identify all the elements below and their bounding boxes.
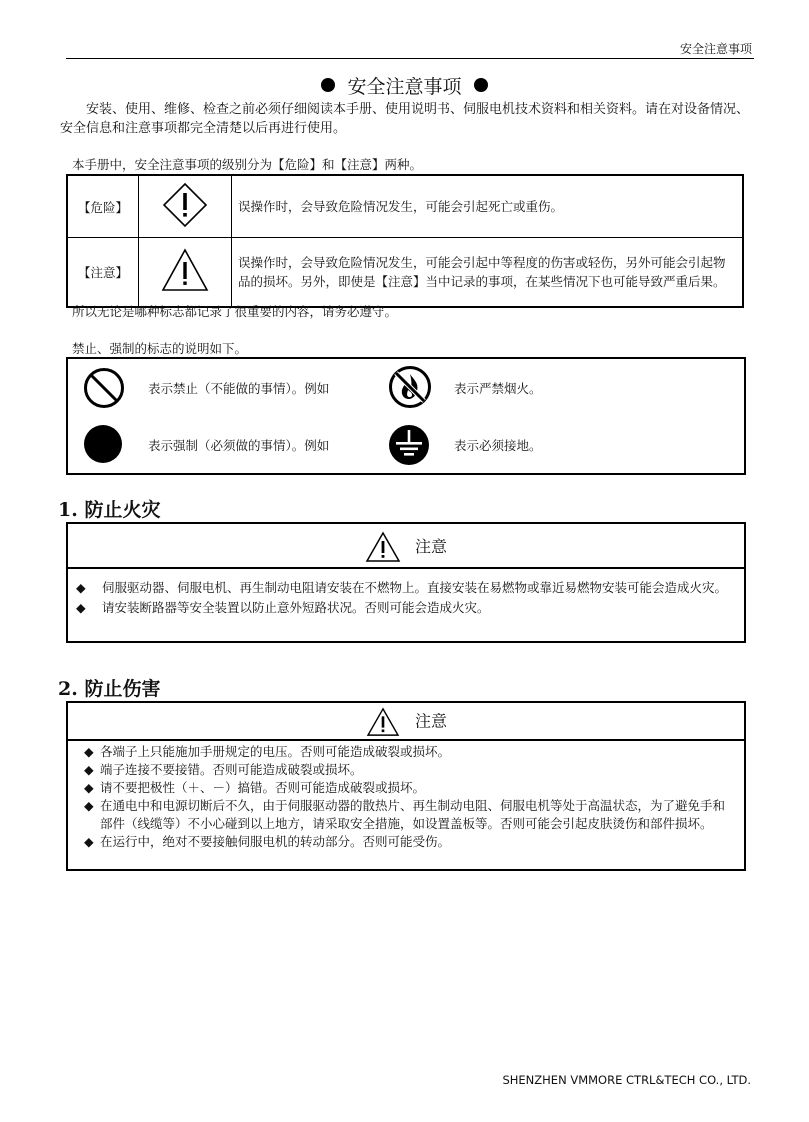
- bullet-diamond-icon: ◆: [84, 780, 94, 795]
- caution-header: [68, 524, 744, 569]
- levels-intro: 本手册中，安全注意事项的级别分为【危险】和【注意】两种。: [72, 157, 423, 172]
- level-description: 误操作时，会导致危险情况发生，可能会引起中等程度的伤害或轻伤，另外可能会引起物品的损坏。另外，即使是【注意】当中记录的事项，在某些情况下也可能导致严重后果。: [232, 238, 744, 308]
- caution-box: [66, 701, 746, 871]
- section-heading: 1. 防止火灾: [58, 499, 161, 521]
- list-item: [84, 761, 736, 779]
- no-fire-icon: [388, 365, 432, 409]
- no-fire-text: 表示严禁烟火。: [454, 381, 542, 396]
- list-item-text: 端子连接不要接错。否则可能造成破裂或损坏。: [100, 762, 363, 777]
- bullet-dot-icon: [474, 78, 488, 92]
- levels-note: 所以无论是哪种标志都记录了很重要的内容，请务必遵守。: [72, 304, 398, 319]
- bullet-diamond-icon: ◆: [76, 580, 86, 595]
- intro-paragraph: 安装、使用、维修、检查之前必须仔细阅读本手册、使用说明书、伺服电机技术资料和相关资料。请在对设备情况、安全信息和注意事项都完全清楚以后再进行使用。: [60, 102, 750, 136]
- list-item-text: 在运行中，绝对不要接触伺服电机的转动部分。否则可能受伤。: [100, 834, 451, 849]
- section-heading: 2. 防止伤害: [58, 678, 161, 700]
- list-item-text: 请不要把极性（＋、－）搞错。否则可能造成破裂或损坏。: [100, 780, 426, 795]
- warning-triangle-icon: [365, 707, 401, 737]
- list-item-text: 请安装断路器等安全装置以防止意外短路状况。否则可能会造成火灾。: [102, 600, 490, 615]
- list-item: [84, 833, 736, 851]
- level-description: 误操作时，会导致危险情况发生，可能会引起死亡或重伤。: [232, 175, 744, 238]
- list-item-text: 在通电中和电源切断后不久，由于伺服驱动器的散热片、再生制动电阻、伺服电机等处于高温状态，为了避免手和部件（线缆等）不小心碰到以上地方，请采取安全措施，如设置盖板等。否则可能会引起皮肤烫伤和部件损坏。: [100, 798, 726, 831]
- bullet-diamond-icon: ◆: [84, 798, 94, 813]
- table-row: [67, 175, 743, 238]
- list-item: [76, 599, 736, 617]
- ground-text: 表示必须接地。: [454, 438, 542, 453]
- bullet-diamond-icon: ◆: [84, 834, 94, 849]
- list-item: [76, 579, 736, 597]
- footer-company: SHENZHEN VMMORE CTRL&TECH CO., LTD.: [502, 1073, 751, 1087]
- list-item: [84, 779, 736, 797]
- symbols-intro: 禁止、强制的标志的说明如下。: [72, 341, 248, 356]
- header-rule: [66, 58, 754, 59]
- danger-diamond-icon: [139, 175, 232, 238]
- level-label: 【注意】: [67, 238, 139, 308]
- running-header: 安全注意事项: [679, 42, 752, 56]
- caution-label: 注意: [414, 711, 447, 731]
- bullet-diamond-icon: ◆: [76, 600, 86, 615]
- bullet-diamond-icon: ◆: [84, 762, 94, 777]
- table-row: [67, 238, 743, 308]
- list-item: [84, 743, 736, 761]
- warning-triangle-icon: [365, 531, 401, 563]
- page-title: [0, 72, 809, 99]
- list-item-text: 伺服驱动器、伺服电机、再生制动电阻请安装在不燃物上。直接安装在易燃物或靠近易燃物安装可能会造成火灾。: [102, 580, 728, 595]
- mandatory-icon: [83, 424, 123, 464]
- list-item: [84, 797, 736, 833]
- level-label: 【危险】: [67, 175, 139, 238]
- ground-icon: [388, 424, 430, 466]
- symbol-legend-box: [66, 357, 746, 475]
- caution-header: [68, 703, 744, 741]
- bullet-dot-icon: [321, 78, 335, 92]
- bullet-diamond-icon: ◆: [84, 744, 94, 759]
- page-title-text: 安全注意事项: [347, 76, 462, 98]
- caution-label: 注意: [414, 537, 447, 556]
- prohibit-icon: [83, 367, 125, 409]
- safety-level-table: [66, 174, 744, 308]
- caution-box: [66, 522, 746, 643]
- warning-triangle-icon: [139, 238, 232, 308]
- prohibit-text: 表示禁止（不能做的事情）。例如: [148, 381, 330, 396]
- list-item-text: 各端子上只能施加手册规定的电压。否则可能造成破裂或损坏。: [100, 744, 451, 759]
- mandatory-text: 表示强制（必须做的事情）。例如: [148, 438, 330, 453]
